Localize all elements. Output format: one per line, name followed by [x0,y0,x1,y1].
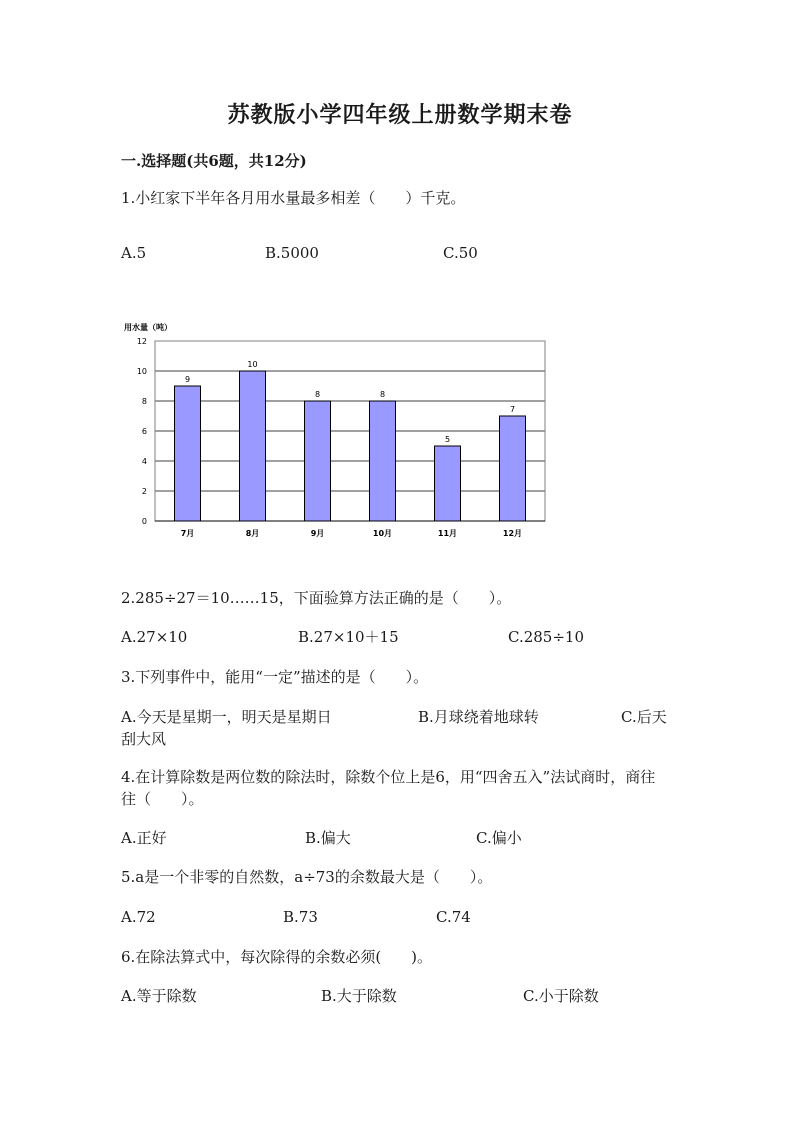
data-label: 8 [379,390,386,399]
q2-option-b: B.27×10＋15 [298,628,399,646]
q5-option-c: C.74 [436,908,471,926]
y-tick-label: 2 [141,487,147,496]
x-tick-label: 9月 [310,529,325,538]
bar-6 [500,416,526,521]
y-axis-label: 用水量（吨） [124,323,172,332]
q1-option-b: B.5000 [265,244,319,262]
data-label: 7 [509,405,516,414]
q1-option-a: A.5 [121,244,147,262]
q5-option-a: A.72 [121,908,156,926]
data-label: 5 [444,435,451,444]
data-label: 9 [184,375,191,384]
bar-2 [240,371,266,521]
y-tick-label: 12 [136,337,147,346]
y-tick-label: 10 [136,367,147,376]
y-tick-label: 0 [141,517,147,526]
q2-option-a: A.27×10 [121,628,188,646]
bar-5 [435,446,461,521]
question-1: 1.小红家下半年各月用水量最多相差（ ）千克。 [121,189,466,207]
x-tick-label: 10月 [372,529,393,538]
water-usage-chart [120,318,560,548]
q4-option-b: B.偏大 [305,829,351,847]
page-title: 苏教版小学四年级上册数学期末卷 [227,102,573,128]
q3-option-c: C.后天刮大风 [121,708,667,748]
section-heading: 一.选择题(共6题，共12分) [121,152,307,170]
bar-4 [370,401,396,521]
bar-3 [305,401,331,521]
q4-option-a: A.正好 [121,829,167,847]
data-label: 8 [314,390,321,399]
question-2: 2.285÷27＝10……15，下面验算方法正确的是（ ）。 [121,589,512,607]
data-label: 10 [247,360,258,369]
x-tick-label: 11月 [437,529,458,538]
q6-option-c: C.小于除数 [523,987,599,1005]
question-5: 5.a是一个非零的自然数，a÷73的余数最大是（ ）。 [121,868,493,886]
question-4: 4.在计算除数是两位数的除法时，除数个位上是6，用“四舍五入”法试商时，商往往（ ）。 [121,768,656,808]
q2-option-c: C.285÷10 [508,628,584,646]
q1-option-c: C.50 [443,244,478,262]
q5-option-b: B.73 [283,908,318,926]
y-tick-label: 4 [141,457,147,466]
q6-option-a: A.等于除数 [121,987,197,1005]
question-6: 6.在除法算式中，每次除得的余数必须( )。 [121,948,433,966]
x-tick-label: 8月 [245,529,260,538]
question-3: 3.下列事件中，能用“一定”描述的是（ ）。 [121,668,429,686]
bar-1 [175,386,201,521]
q6-option-b: B.大于除数 [321,987,397,1005]
q3-option-a: A.今天是星期一，明天是星期日 [121,708,332,726]
y-tick-label: 6 [141,427,147,436]
x-tick-label: 12月 [502,529,523,538]
q4-option-c: C.偏小 [476,829,522,847]
q3-option-b: B.月球绕着地球转 [418,708,539,726]
y-tick-label: 8 [141,397,147,406]
x-tick-label: 7月 [180,529,195,538]
